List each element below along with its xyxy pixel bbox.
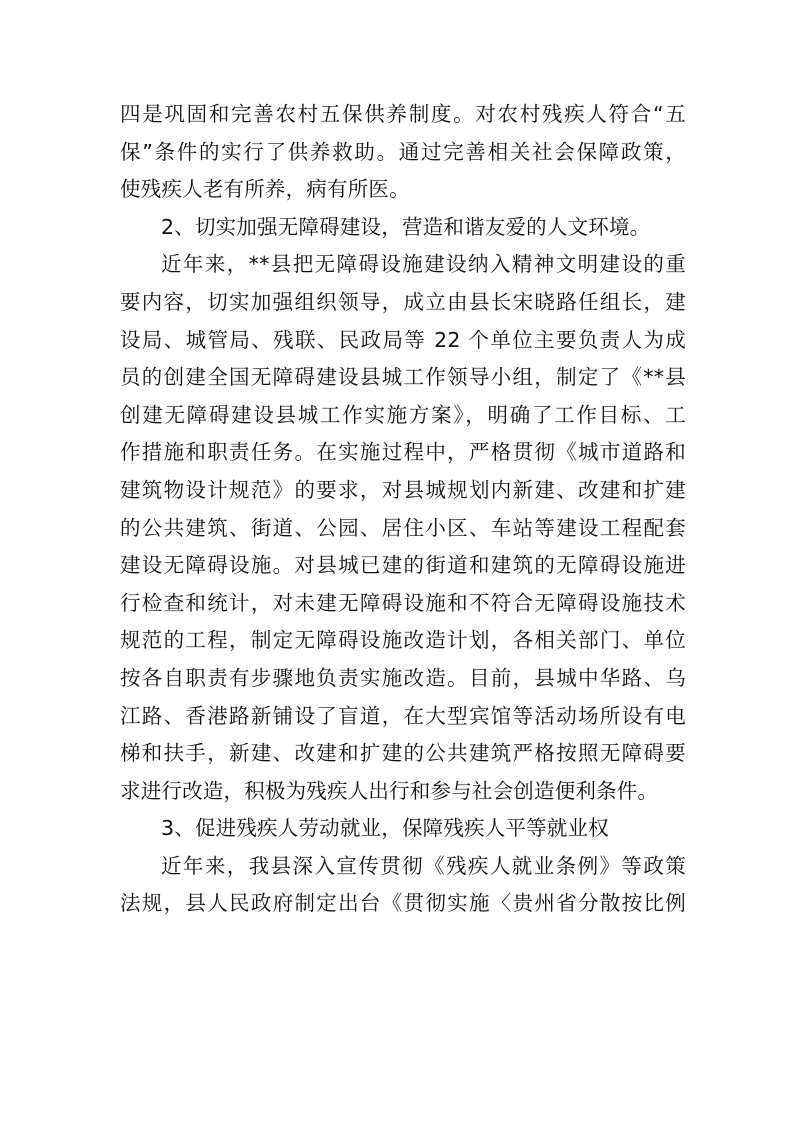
paragraph-line: 按各自职责有步骤地负责实施改造。目前，县城中华路、乌 <box>120 665 686 690</box>
paragraph-line: 行检查和统计，对未建无障碍设施和不符合无障碍设施技术 <box>120 590 686 615</box>
paragraph-line: 员的创建全国无障碍建设县城工作领导小组，制定了《**县 <box>120 365 686 390</box>
paragraph-line: 作措施和职责任务。在实施过程中，严格贯彻《城市道路和 <box>120 440 686 465</box>
paragraph-line: 建设无障碍设施。对县城已建的街道和建筑的无障碍设施进 <box>120 553 686 578</box>
paragraph-line: 四是巩固和完善农村五保供养制度。对农村残疾人符合“五 <box>120 102 686 126</box>
section-heading: 2、切实加强无障碍建设，营造和谐友爱的人文环境。 <box>161 214 651 239</box>
paragraph-line: 规范的工程，制定无障碍设施改造计划，各相关部门、单位 <box>120 628 686 653</box>
paragraph-line: 的公共建筑、街道、公园、居住小区、车站等建设工程配套 <box>120 515 686 540</box>
paragraph-line: 求进行改造，积极为残疾人出行和参与社会创造便利条件。 <box>120 778 659 803</box>
paragraph-line: 设局、城管局、残联、民政局等 22 个单位主要负责人为成 <box>120 327 686 352</box>
paragraph-line: 近年来，**县把无障碍设施建设纳入精神文明建设的重 <box>161 252 686 277</box>
paragraph-line: 使残疾人老有所养，病有所医。 <box>120 177 410 202</box>
document-body <box>120 96 686 923</box>
paragraph-line: 近年来，我县深入宣传贯彻《残疾人就业条例》等政策 <box>161 853 686 878</box>
paragraph-line: 保”条件的实行了供养救助。通过完善相关社会保障政策， <box>120 139 686 164</box>
paragraph-line: 法规，县人民政府制定出台《贯彻实施〈贵州省分散按比例 <box>120 891 686 916</box>
paragraph-line: 建筑物设计规范》的要求，对县城规划内新建、改建和扩建 <box>120 477 686 502</box>
paragraph-line: 创建无障碍建设县城工作实施方案》，明确了工作目标、工 <box>120 402 686 427</box>
paragraph-line: 江路、香港路新铺设了盲道，在大型宾馆等活动场所设有电 <box>120 703 686 728</box>
paragraph-line: 梯和扶手，新建、改建和扩建的公共建筑严格按照无障碍要 <box>120 741 686 766</box>
section-heading: 3、促进残疾人劳动就业，保障残疾人平等就业权 <box>161 816 609 841</box>
paragraph-line: 要内容，切实加强组织领导，成立由县长宋晓路任组长，建 <box>120 289 686 314</box>
